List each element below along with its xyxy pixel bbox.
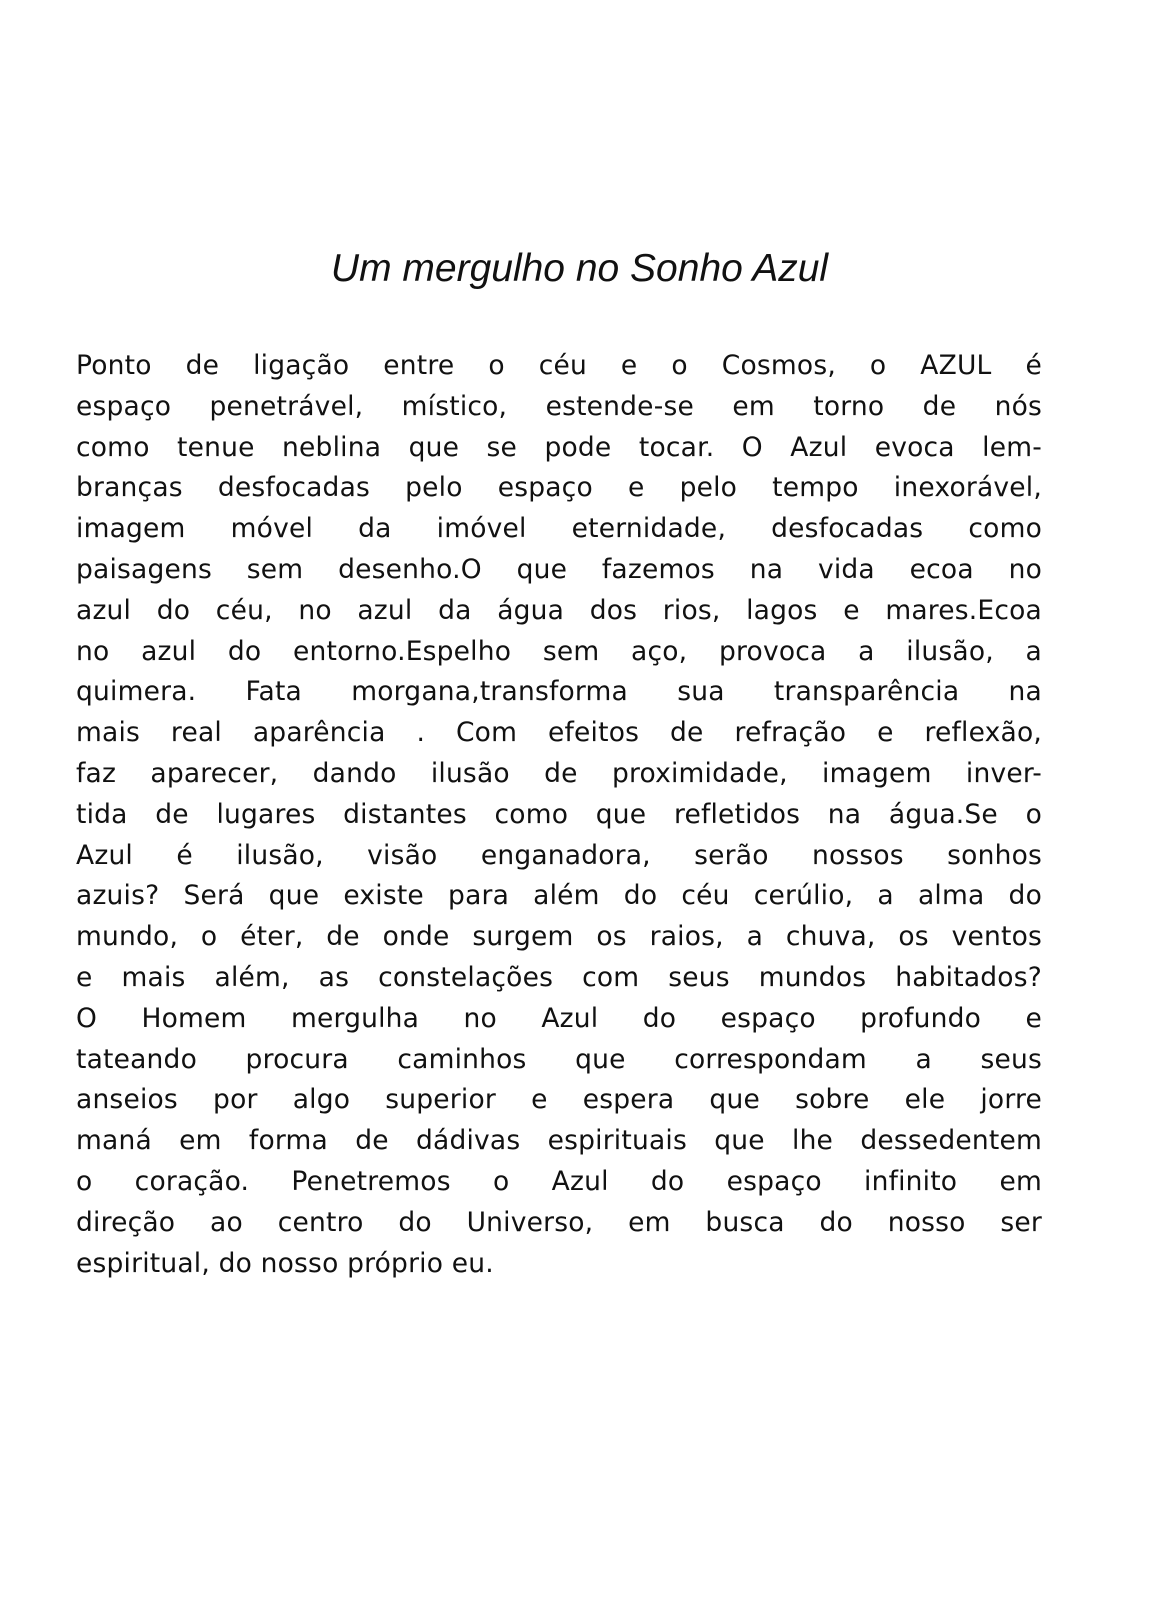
paragraph-line: direção ao centro do Universo, em busca do nosso ser [76, 1206, 1042, 1238]
paragraph-line: paisagens sem desenho.O que fazemos na vida ecoa no [76, 553, 1042, 585]
paragraph-line: tateando procura caminhos que correspondam a seus [76, 1043, 1042, 1075]
paragraph-line: como tenue neblina que se pode tocar. O Azul evoca lem- [76, 431, 1042, 463]
paragraph-line: Azul é ilusão, visão enganadora, serão nossos sonhos [76, 839, 1042, 871]
body-paragraph [76, 346, 1042, 1284]
paragraph-line: e mais além, as constelações com seus mundos habitados? [76, 961, 1042, 993]
paragraph-line: espiritual, do nosso próprio eu. [76, 1247, 494, 1279]
paragraph-line: O Homem mergulha no Azul do espaço profundo e [76, 1002, 1042, 1034]
paragraph-line: branças desfocadas pelo espaço e pelo tempo inexorável, [76, 472, 1042, 504]
paragraph-line: mais real aparência . Com efeitos de refração e reflexão, [76, 717, 1042, 749]
paragraph-line: no azul do entorno.Espelho sem aço, provoca a ilusão, a [76, 635, 1042, 667]
paragraph-line: anseios por algo superior e espera que sobre ele jorre [76, 1084, 1042, 1116]
paragraph-line: tida de lugares distantes como que refletidos na água.Se o [76, 798, 1042, 830]
paragraph-line: espaço penetrável, místico, estende-se em torno de nós [76, 390, 1042, 422]
paragraph-line: Ponto de ligação entre o céu e o Cosmos, o AZUL é [76, 350, 1042, 381]
paragraph-line: imagem móvel da imóvel eternidade, desfocadas como [76, 513, 1042, 545]
paragraph-line: mundo, o éter, de onde surgem os raios, a chuva, os ventos [76, 921, 1042, 953]
paragraph-line: faz aparecer, dando ilusão de proximidade, imagem inver- [76, 757, 1042, 789]
paragraph-line: azul do céu, no azul da água dos rios, lagos e mares.Ecoa [76, 594, 1042, 626]
paragraph-line: o coração. Penetremos o Azul do espaço infinito em [76, 1165, 1042, 1197]
paragraph-line: maná em forma de dádivas espirituais que lhe dessedentem [76, 1125, 1042, 1157]
page-title: Um mergulho no Sonho Azul [330, 247, 829, 290]
paragraph-line: quimera. Fata morgana,transforma sua transparência na [76, 676, 1042, 708]
paragraph-line: azuis? Será que existe para além do céu cerúlio, a alma do [76, 880, 1042, 912]
